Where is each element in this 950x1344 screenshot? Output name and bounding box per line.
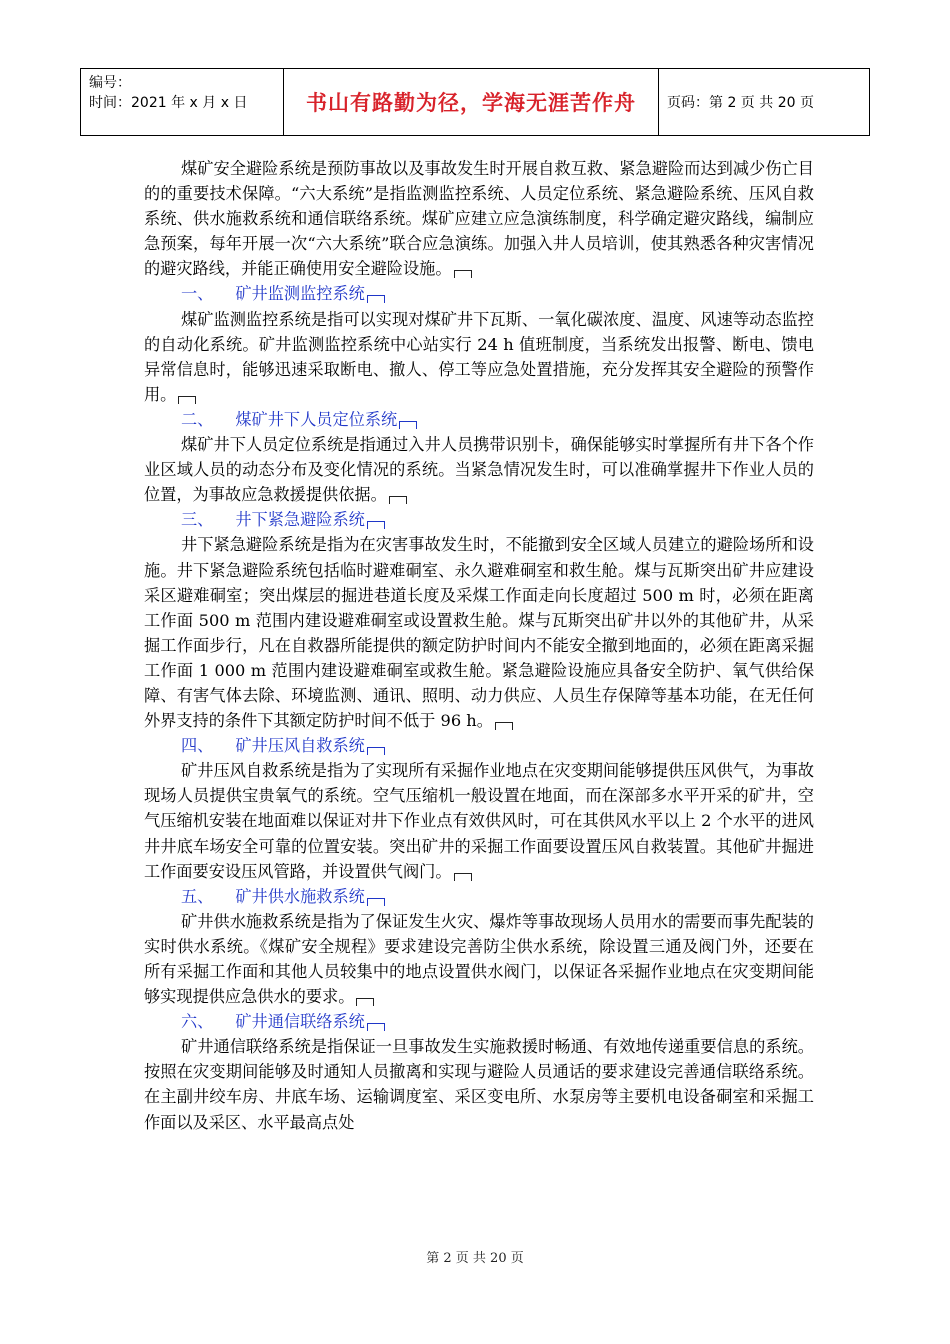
paragraph-mark-icon xyxy=(367,295,385,303)
paragraph-mark-icon xyxy=(356,998,374,1006)
section-heading-2: 二、 煤矿井下人员定位系统 xyxy=(144,407,814,432)
document-body xyxy=(144,156,814,1135)
section-paragraph-3: 井下紧急避险系统是指为在灾害事故发生时，不能撤到安全区域人员建立的避险场所和设施。井下紧急避险系统包括临时避难硐室、永久避难硐室和救生舱。煤与瓦斯突出矿井应建设采区避难硐室；突出煤层的掘进巷道长度及采煤工作面走向长度超过 500 m 时，必须在距离工作面 500 m 范围内建设避难硐室或设置救生舱。煤与瓦斯突出矿井以外的其他矿井，从采掘工作面步行，凡在自救器所能提供的额定防护时间内不能安全撤到地面的，必须在距离采掘工作面 1 000 m 范围内建设避难硐室或救生舱。紧急避险设施应具备安全防护、氧气供给保障、有害气体去除、环境监测、通讯、照明、动力供应、人员生存保障等基本功能，在无任何外界支持的条件下其额定防护时间不低于 96 h。 xyxy=(144,535,814,731)
section-heading-5: 五、 矿井供水施救系统 xyxy=(144,884,814,909)
section-paragraph-6: 矿井通信联络系统是指保证一旦事故发生实施救援时畅通、有效地传递重要信息的系统。按照在灾变期间能够及时通知人员撤离和实现与避险人员通话的要求建设完善通信联络系统。在主副井绞车房、井底车场、运输调度室、采区变电所、水泵房等主要机电设备硐室和采掘工作面以及采区、水平最高点处 xyxy=(144,1037,814,1132)
document-number-label: 编号： xyxy=(89,75,131,91)
section-paragraph-5: 矿井供水施救系统是指为了保证发生火灾、爆炸等事故现场人员用水的需要而事先配装的实时供水系统。《煤矿安全规程》要求建设完善防尘供水系统，除设置三通及阀门外，还要在所有采掘工作面和其他人员较集中的地点设置供水阀门，以保证各采掘作业地点在灾变期间能够实现提供应急供水的要求。 xyxy=(144,911,814,1007)
paragraph-mark-icon xyxy=(389,496,407,504)
paragraph-mark-icon xyxy=(454,873,472,881)
page-footer: 第 2 页 共 20 页 xyxy=(426,1251,524,1266)
paragraph-mark-icon xyxy=(495,722,513,730)
page-header xyxy=(80,68,870,136)
header-meta xyxy=(81,69,284,135)
header-motto: 书山有路勤为径，学海无涯苦作舟 xyxy=(284,69,659,135)
section-heading-1: 一、 矿井监测监控系统 xyxy=(144,281,814,306)
paragraph-mark-icon xyxy=(367,521,385,529)
paragraph-mark-icon xyxy=(367,747,385,755)
section-heading-3: 三、 井下紧急避险系统 xyxy=(144,507,814,532)
section-paragraph-4: 矿井压风自救系统是指为了实现所有采掘作业地点在灾变期间能够提供压风供气，为事故现场人员提供宝贵氧气的系统。空气压缩机一般设置在地面，而在深部多水平开采的矿井，空气压缩机安装在地面难以保证对井下作业点有效供风时，可在其供风水平以上 2 个水平的进风井井底车场安全可靠的位置安装。突出矿井的采掘工作面要设置压风自救装置。其他矿井掘进工作面要安设压风管路，并设置供气阀门。 xyxy=(144,761,814,881)
paragraph-mark-icon xyxy=(367,898,385,906)
section-heading-4: 四、 矿井压风自救系统 xyxy=(144,733,814,758)
section-heading-6: 六、 矿井通信联络系统 xyxy=(144,1009,814,1034)
section-paragraph-2: 煤矿井下人员定位系统是指通过入井人员携带识别卡，确保能够实时掌握所有井下各个作业区域人员的动态分布及变化情况的系统。当紧急情况发生时，可以准确掌握井下作业人员的位置，为事故应急救援提供依据。 xyxy=(144,435,814,505)
document-time-label: 时间：2021 年 x 月 x 日 xyxy=(89,95,248,111)
paragraph-mark-icon xyxy=(399,421,417,429)
paragraph-mark-icon xyxy=(178,396,196,404)
paragraph-mark-icon xyxy=(367,1023,385,1031)
paragraph-mark-icon xyxy=(454,270,472,278)
section-paragraph-1: 煤矿监测监控系统是指可以实现对煤矿井下瓦斯、一氧化碳浓度、温度、风速等动态监控的自动化系统。矿井监测监控系统中心站实行 24 h 值班制度，当系统发出报警、断电、馈电异常信息时，能够迅速采取断电、撤人、停工等应急处置措施，充分发挥其安全避险的预警作用。 xyxy=(144,309,814,404)
header-page-number: 页码：第 2 页 共 20 页 xyxy=(667,95,814,111)
intro-paragraph: 煤矿安全避险系统是预防事故以及事故发生时开展自救互救、紧急避险而达到减少伤亡目的的重要技术保障。“六大系统”是指监测监控系统、人员定位系统、紧急避险系统、压风自救系统、供水施救系统和通信联络系统。煤矿应建立应急演练制度，科学确定避灾路线，编制应急预案，每年开展一次“六大系统”联合应急演练。加强入井人员培训，使其熟悉各种灾害情况的避灾路线，并能正确使用安全避险设施。 xyxy=(144,159,814,279)
